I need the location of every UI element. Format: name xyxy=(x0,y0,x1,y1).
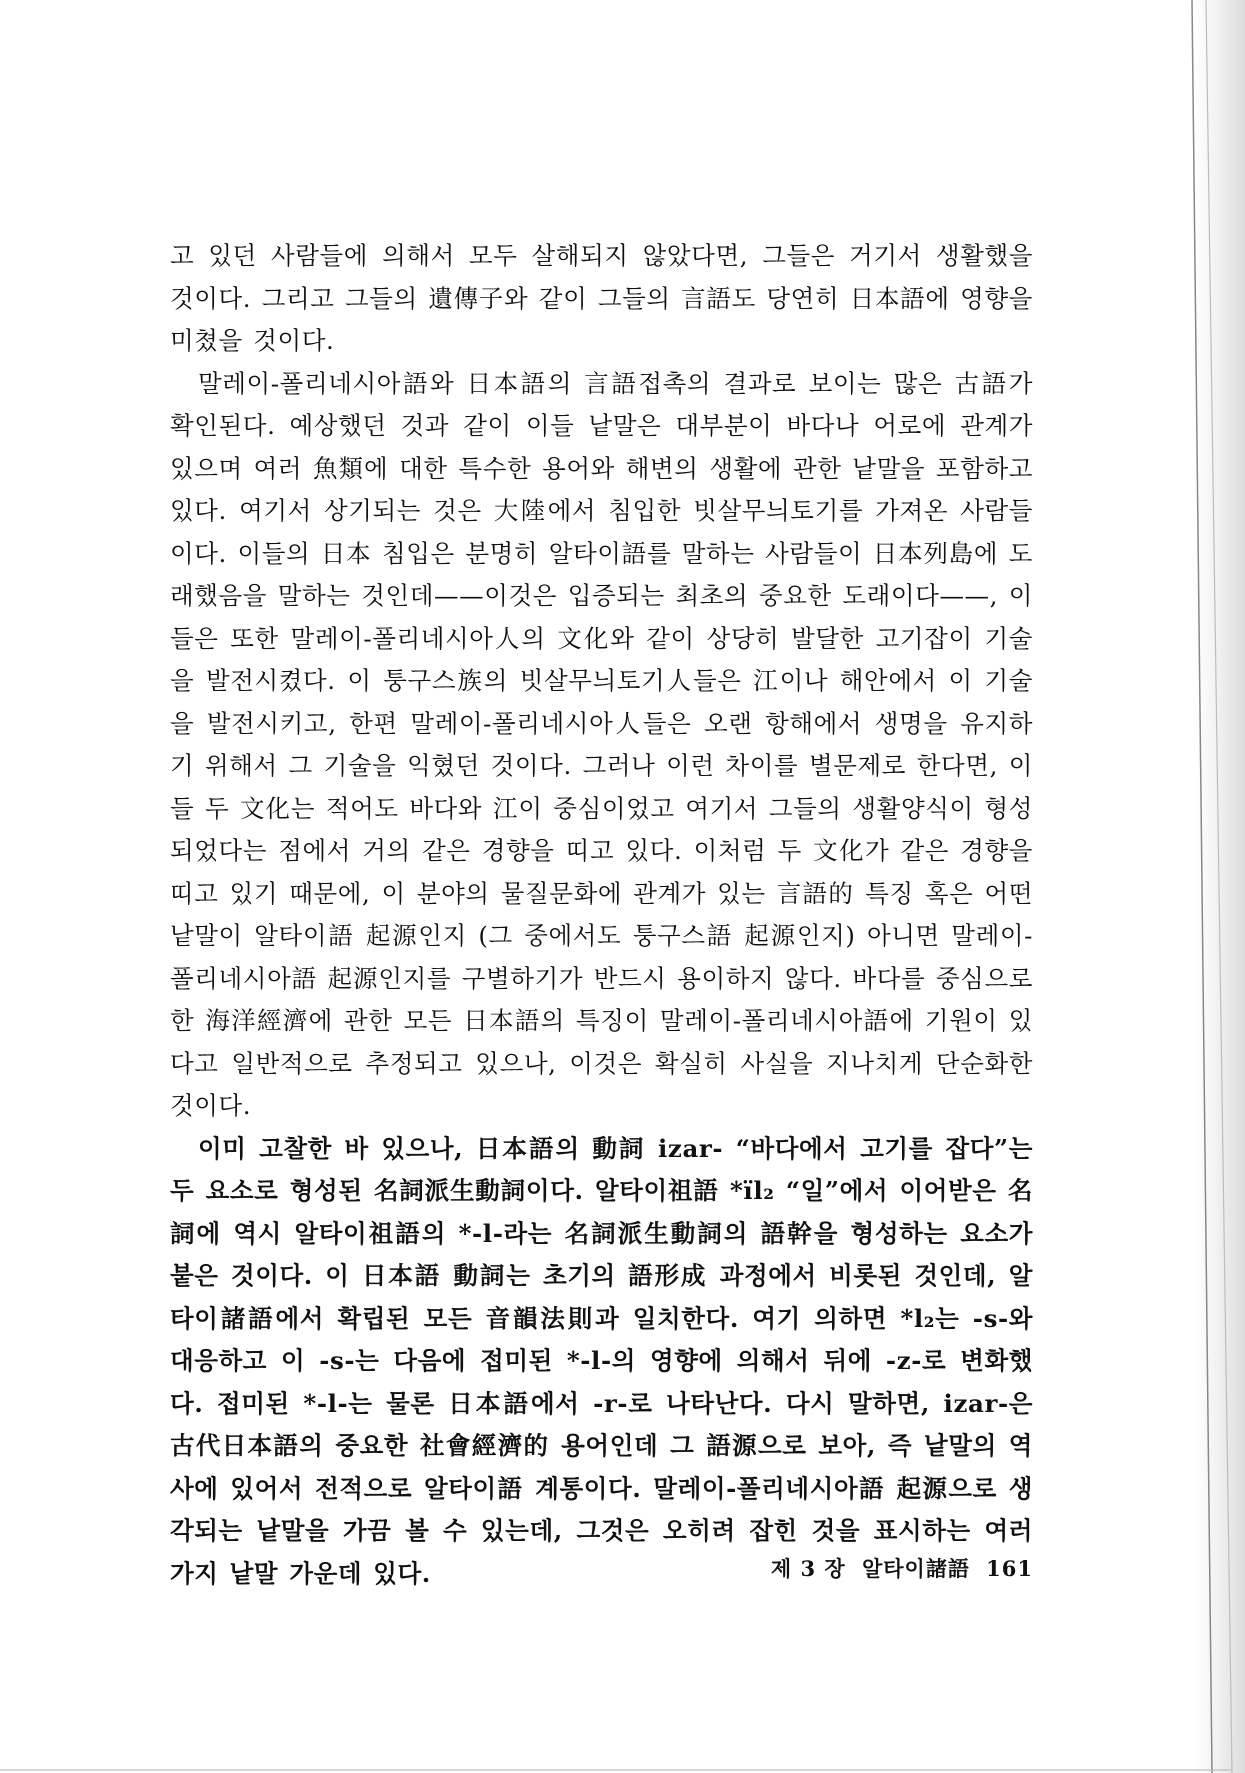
paragraph-1: 고 있던 사람들에 의해서 모두 살해되지 않았다면, 그들은 거기서 생활했을 것이다. 그리고 그들의 遺傳子와 같이 그들의 言語도 당연히 日本語에 영향을 미쳤을 것이다. xyxy=(170,241,1033,355)
paragraph-3: 이미 고찰한 바 있으나, 日本語의 動詞 izar- “바다에서 고기를 잡다”는 두 요소로 형성된 名詞派生動詞이다. 알타이祖語 *ïl₂ “일”에서 이어받은 名詞에 역시 알타이祖語의 *-l-라는 名詞派生動詞의 語幹을 형성하는 요소가 붙은 것이다. 이 日本語 動詞는 초기의 語形成 과정에서 비롯된 것인데, 알타이諸語에서 확립된 모든 音韻法則과 일치한다. 여기 의하면 *l₂는 -s-와 대응하고 이 -s-는 다음에 접미된 *-l-의 영향에 의해서 뒤에 -z-로 변화했다. 접미된 *-l-는 물론 日本語에서 -r-로 나타난다. 다시 말하면, izar-은 古代日本語의 중요한 社會經濟的 용어인데 그 語源으로 보아, 즉 낱말의 역사에 있어서 전적으로 알타이語 계통이다. 말레이-폴리네시아語 起源으로 생각되는 낱말을 가끔 볼 수 있는데, 그것은 오히려 잡힌 것을 표시하는 여러 가지 낱말 가운데 있다. xyxy=(170,1133,1033,1588)
page-number: 161 xyxy=(986,1556,1033,1581)
footer-chapter: 제 3 장 xyxy=(770,1556,846,1581)
footer-chapter-title: 알타이諸語 xyxy=(861,1556,970,1581)
document-body xyxy=(170,235,1033,1595)
paragraph-2: 말레이-폴리네시아語와 日本語의 言語접촉의 결과로 보이는 많은 古語가 확인된다. 예상했던 것과 같이 이들 낱말은 대부분이 바다나 어로에 관계가 있으며 여러 魚類에 대한 특수한 용어와 해변의 생활에 관한 낱말을 포함하고 있다. 여기서 상기되는 것은 大陸에서 침입한 빗살무늬토기를 가져온 사람들이다. 이들의 日本 침입은 분명히 알타이語를 말하는 사람들이 日本列島에 도래했음을 말하는 것인데——이것은 입증되는 최초의 중요한 도래이다——, 이들은 또한 말레이-폴리네시아人의 文化와 같이 상당히 발달한 고기잡이 기술을 발전시켰다. 이 퉁구스族의 빗살무늬토기人들은 江이나 해안에서 이 기술을 발전시키고, 한편 말레이-폴리네시아人들은 오랜 항해에서 생명을 유지하기 위해서 그 기술을 익혔던 것이다. 그러나 이런 차이를 별문제로 한다면, 이들 두 文化는 적어도 바다와 江이 중심이었고 여기서 그들의 생활양식이 형성되었다는 점에서 거의 같은 경향을 띠고 있다. 이처럼 두 文化가 같은 경향을 띠고 있기 때문에, 이 분야의 물질문화에 관계가 있는 言語的 특징 혹은 어떤 낱말이 알타이語 起源인지 (그 중에서도 퉁구스語 起源인지) 아니면 말레이-폴리네시아語 起源인지를 구별하기가 반드시 용이하지 않다. 바다를 중심으로 한 海洋經濟에 관한 모든 日本語의 특징이 말레이-폴리네시아語에 기원이 있다고 일반적으로 추정되고 있으나, 이것은 확실히 사실을 지나치게 단순화한 것이다. xyxy=(170,368,1033,1120)
page-footer xyxy=(700,1553,1033,1583)
